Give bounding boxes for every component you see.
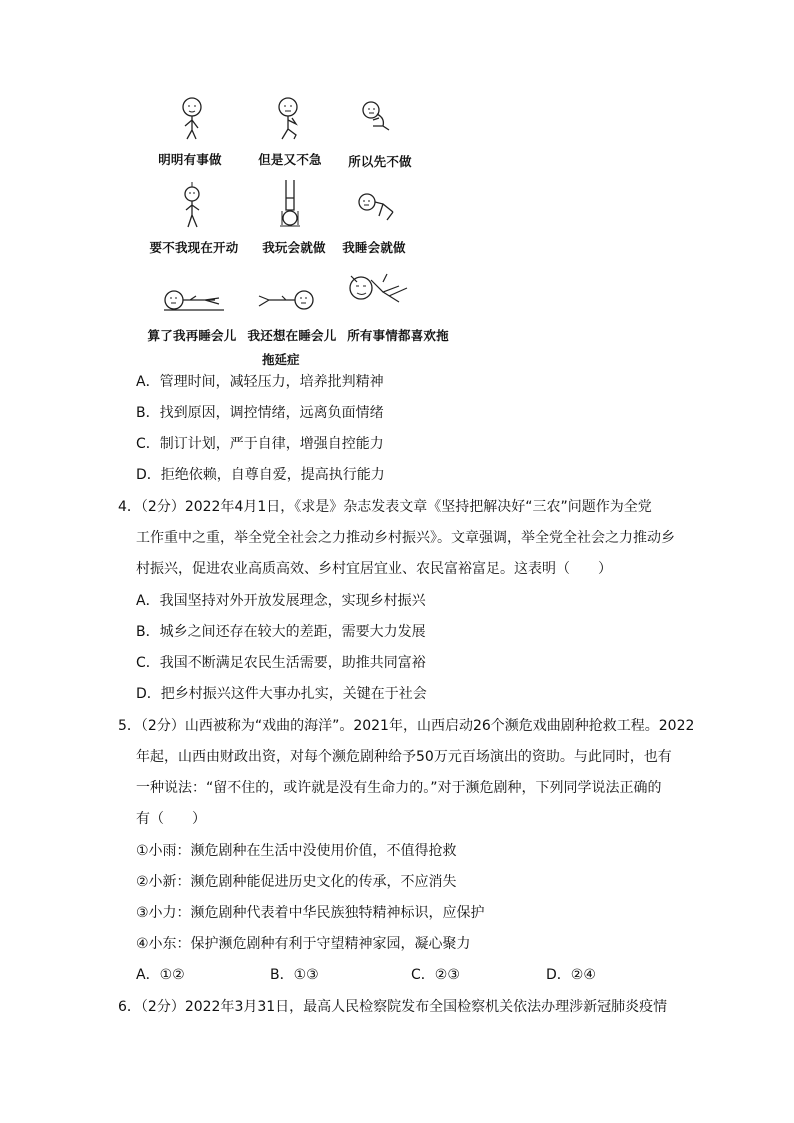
procrastination-comic	[140, 88, 460, 378]
comic-panel-2	[260, 96, 320, 140]
q4-stem-line-1: 4．（2分）2022年4月1日，《求是》杂志发表文章《坚持把解决好“三农”问题作为全党	[118, 499, 652, 515]
stick-figure-dragging-icon	[343, 268, 413, 314]
q4-option-a: A．我国坚持对外开放发展理念，实现乡村振兴	[136, 593, 426, 609]
stick-figure-thinking-icon	[270, 96, 310, 140]
q4-stem-line-3: 村振兴，促进农业高质高效、乡村宜居宜业、农民富裕富足。这表明（ ）	[136, 561, 612, 577]
q4-stem-line-2: 工作重中之重，举全党全社会之力推动乡村振兴》。文章强调，举全党全社会之力推动乡	[136, 530, 675, 546]
q5-choice-a: A．①②	[136, 967, 185, 983]
comic-caption-7: 算了我再睡会儿	[147, 328, 237, 343]
stick-figure-sitting-icon	[355, 100, 395, 136]
stick-figure-standing-icon	[172, 96, 212, 140]
q3-option-a: A．管理时间，减轻压力，培养批判精神	[136, 374, 384, 390]
q5-stem-line-4: 有（ ）	[136, 811, 206, 827]
comic-caption-8: 我还想在睡会儿	[247, 328, 337, 343]
stick-figure-lying-icon	[256, 288, 318, 314]
comic-title: 拖延症	[262, 352, 300, 367]
q5-choice-b: B．①③	[270, 967, 319, 983]
q5-choice-c: C．②③	[411, 967, 460, 983]
comic-caption-9: 所有事情都喜欢拖	[347, 328, 449, 343]
comic-panel-8	[252, 288, 322, 314]
stick-figure-lying-icon	[160, 284, 226, 314]
q5-stem-line-1: 5．（2分）山西被称为“戏曲的海洋”。2021年，山西启动26个濒危戏曲剧种抢救工程。2022	[118, 718, 695, 734]
q3-option-b: B．找到原因，调控情绪，远离负面情绪	[136, 405, 384, 421]
comic-panel-5	[260, 178, 320, 230]
q4-option-d: D．把乡村振兴这件大事办扎实，关键在于社会	[136, 686, 427, 702]
comic-panel-6	[345, 192, 405, 222]
q5-statement-3: ③小力：濒危剧种代表着中华民族独特精神标识，应保护	[136, 905, 485, 921]
q3-option-c: C．制订计划，严于自律，增强自控能力	[136, 436, 384, 452]
stick-figure-walking-icon	[172, 180, 212, 230]
comic-panel-3	[345, 100, 405, 136]
comic-caption-5: 我玩会就做	[262, 240, 326, 255]
comic-caption-2: 但是又不急	[258, 152, 322, 167]
comic-caption-1: 明明有事做	[158, 152, 222, 167]
q5-stem-line-2: 年起，山西由财政出资，对每个濒危剧种给予50万元百场演出的资助。与此同时，也有	[136, 749, 672, 765]
comic-caption-4: 要不我现在开动	[149, 240, 239, 255]
q4-option-c: C．我国不断满足农民生活需要，助推共同富裕	[136, 655, 426, 671]
comic-panel-9	[338, 268, 418, 314]
comic-caption-6: 我睡会就做	[342, 240, 406, 255]
comic-panel-7	[158, 284, 228, 314]
q6-stem-line-1: 6．（2分）2022年3月31日，最高人民检察院发布全国检察机关依法办理涉新冠肺炎疫情	[118, 999, 668, 1015]
q5-statement-2: ②小新：濒危剧种能促进历史文化的传承，不应消失	[136, 874, 457, 890]
q4-option-b: B．城乡之间还存在较大的差距，需要大力发展	[136, 624, 426, 640]
comic-caption-3: 所以先不做	[348, 154, 412, 169]
stick-figure-crouching-icon	[353, 192, 397, 222]
q3-option-d: D．拒绝依赖，自尊自爱，提高执行能力	[136, 467, 385, 483]
stick-figure-handstand-icon	[270, 178, 310, 230]
q5-choice-d: D．②④	[546, 967, 596, 983]
comic-panel-1	[162, 96, 222, 140]
q5-statement-1: ①小雨：濒危剧种在生活中没使用价值，不值得抢救	[136, 843, 457, 859]
comic-panel-4	[162, 180, 222, 230]
q5-stem-line-3: 一种说法：“留不住的，或许就是没有生命力的。”对于濒危剧种，下列同学说法正确的	[136, 780, 662, 796]
q5-statement-4: ④小东：保护濒危剧种有利于守望精神家园，凝心聚力	[136, 936, 471, 952]
